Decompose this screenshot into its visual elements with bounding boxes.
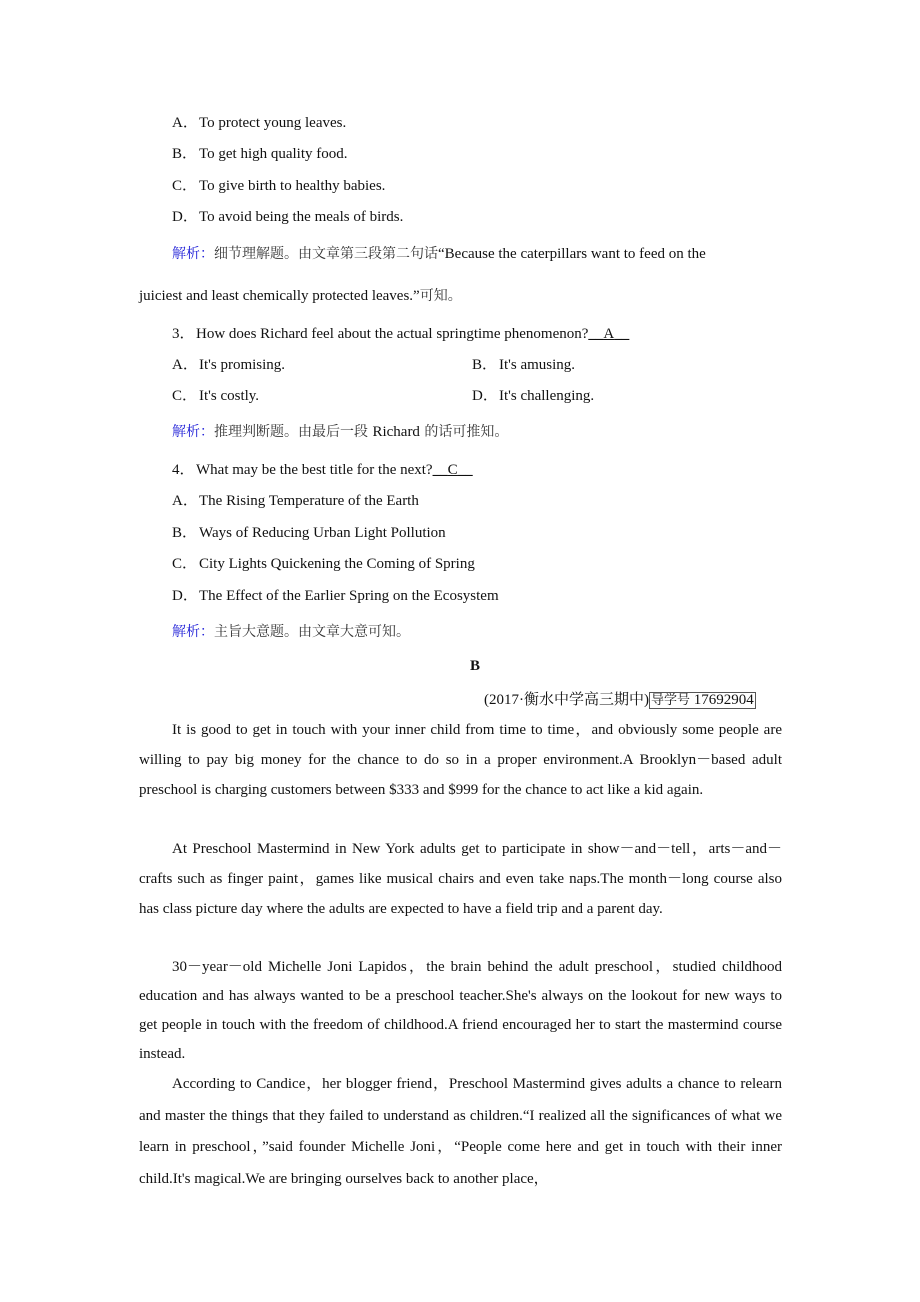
passage-source [484, 688, 756, 709]
paragraph-text: 30－year－old Michelle Joni Lapidos，the brain behind the adult preschool，studied childhood education and has always wanted to be a preschool teacher.She's always on the lookout for new ways to get people in touch with the freedom of childhood.A friend encouraged her to start the mastermind course instead. [139, 959, 782, 1062]
q4-option-a [172, 491, 419, 511]
q2-option-a [172, 113, 346, 133]
option-label: C． [172, 556, 198, 572]
option-label: D． [472, 388, 498, 404]
guide-label: 导学号 [651, 693, 691, 708]
source-close: ) [644, 692, 650, 708]
passage-paragraph-1 [139, 715, 782, 805]
q2-option-d [172, 207, 403, 227]
option-text: The Effect of the Earlier Spring on the Ecosystem [199, 588, 499, 604]
answer-value: C [447, 462, 458, 478]
option-label: B． [172, 525, 198, 541]
option-label: D． [172, 588, 198, 604]
q2-option-b [172, 144, 348, 164]
option-text: To give birth to healthy babies. [199, 178, 386, 194]
guide-number-box[interactable] [649, 692, 756, 709]
q4-option-b [172, 523, 446, 543]
analysis-label: 解析： [172, 624, 214, 640]
passage-paragraph-3 [139, 953, 782, 1069]
option-text: City Lights Quickening the Coming of Spring [199, 556, 475, 572]
guide-number: 17692904 [690, 692, 754, 708]
question-number: 4． [172, 462, 195, 478]
option-label: A． [172, 115, 198, 131]
analysis-label: 解析： [172, 246, 214, 262]
option-text: It's costly. [199, 388, 260, 404]
q2-option-c [172, 176, 385, 196]
option-label: C． [172, 178, 198, 194]
question-text: What may be the best title for the next? [196, 462, 433, 478]
option-label: A． [172, 357, 198, 373]
q3-option-b [472, 355, 575, 375]
analysis-quote: “Because the caterpillars want to feed on the [438, 246, 706, 262]
q4-option-d [172, 586, 499, 606]
q3-option-c [172, 386, 259, 406]
analysis-text: 主旨大意题。由文章大意可知。 [214, 624, 410, 640]
option-label: B． [172, 146, 198, 162]
option-label: D． [172, 209, 198, 225]
q3-option-d [472, 386, 594, 406]
q2-analysis-line2 [139, 286, 462, 306]
section-heading: B [470, 658, 481, 674]
option-text: It's amusing. [499, 357, 576, 373]
option-text: The Rising Temperature of the Earth [199, 493, 419, 509]
option-text: It's challenging. [499, 388, 595, 404]
answer-value: A [603, 326, 615, 342]
q2-analysis-line1 [172, 244, 706, 264]
analysis-text: 可知。 [419, 288, 462, 304]
paragraph-text: It is good to get in touch with your inner child from time to time，and obviously some people are willing to pay big money for the chance to do so in a proper environment.A Brooklyn－based adult preschool is charging customers between $333 and $999 for the chance to act like a kid again. [139, 722, 782, 798]
q3-option-a [172, 355, 285, 375]
passage-paragraph-4 [139, 1069, 782, 1195]
option-label: B． [472, 357, 498, 373]
source-school: 衡水中学高三期中 [524, 690, 645, 708]
option-label: C． [172, 388, 198, 404]
analysis-text: 的话可推知。 [419, 424, 509, 440]
q3-analysis [172, 422, 508, 442]
answer-blank-left: __ [588, 326, 604, 342]
option-text: Ways of Reducing Urban Light Pollution [199, 525, 446, 541]
analysis-text: 推理判断题。由最后一段 [214, 424, 373, 440]
q4-option-c [172, 554, 475, 574]
option-text: To protect young leaves. [199, 115, 347, 131]
answer-blank-right: __ [457, 462, 473, 478]
paragraph-text: According to Candice，her blogger friend，Preschool Mastermind gives adults a chance to relearn and master the things that they failed to understand as children.“I realized all the significances of what we learn in preschool，”said founder Michelle Joni，“People come here and get in touch with their inner child.It's magical.We are bringing ourselves back to another place， [139, 1076, 782, 1187]
question-text: How does Richard feel about the actual springtime phenomenon? [196, 326, 589, 342]
option-text: To get high quality food. [199, 146, 348, 162]
analysis-label: 解析： [172, 424, 214, 440]
option-text: To avoid being the meals of birds. [199, 209, 404, 225]
option-label: A． [172, 493, 198, 509]
answer-blank-right: __ [614, 326, 630, 342]
analysis-name: Richard [372, 424, 420, 440]
analysis-text: 细节理解题。由文章第三段第二句话 [214, 246, 438, 262]
option-text: It's promising. [199, 357, 286, 373]
source-open: (2017· [484, 692, 524, 708]
q4-analysis [172, 622, 410, 642]
answer-blank-left: __ [432, 462, 448, 478]
question-number: 3． [172, 326, 195, 342]
passage-paragraph-2 [139, 834, 782, 924]
q4-question [172, 460, 473, 480]
analysis-quote: juiciest and least chemically protected leaves.” [139, 288, 420, 304]
paragraph-text: At Preschool Mastermind in New York adults get to participate in show－and－tell，arts－and－crafts such as finger paint，games like musical chairs and even take naps.The month－long course also has class picture day where the adults are expected to have a field trip and a parent day. [139, 841, 782, 917]
q3-question [172, 324, 629, 344]
